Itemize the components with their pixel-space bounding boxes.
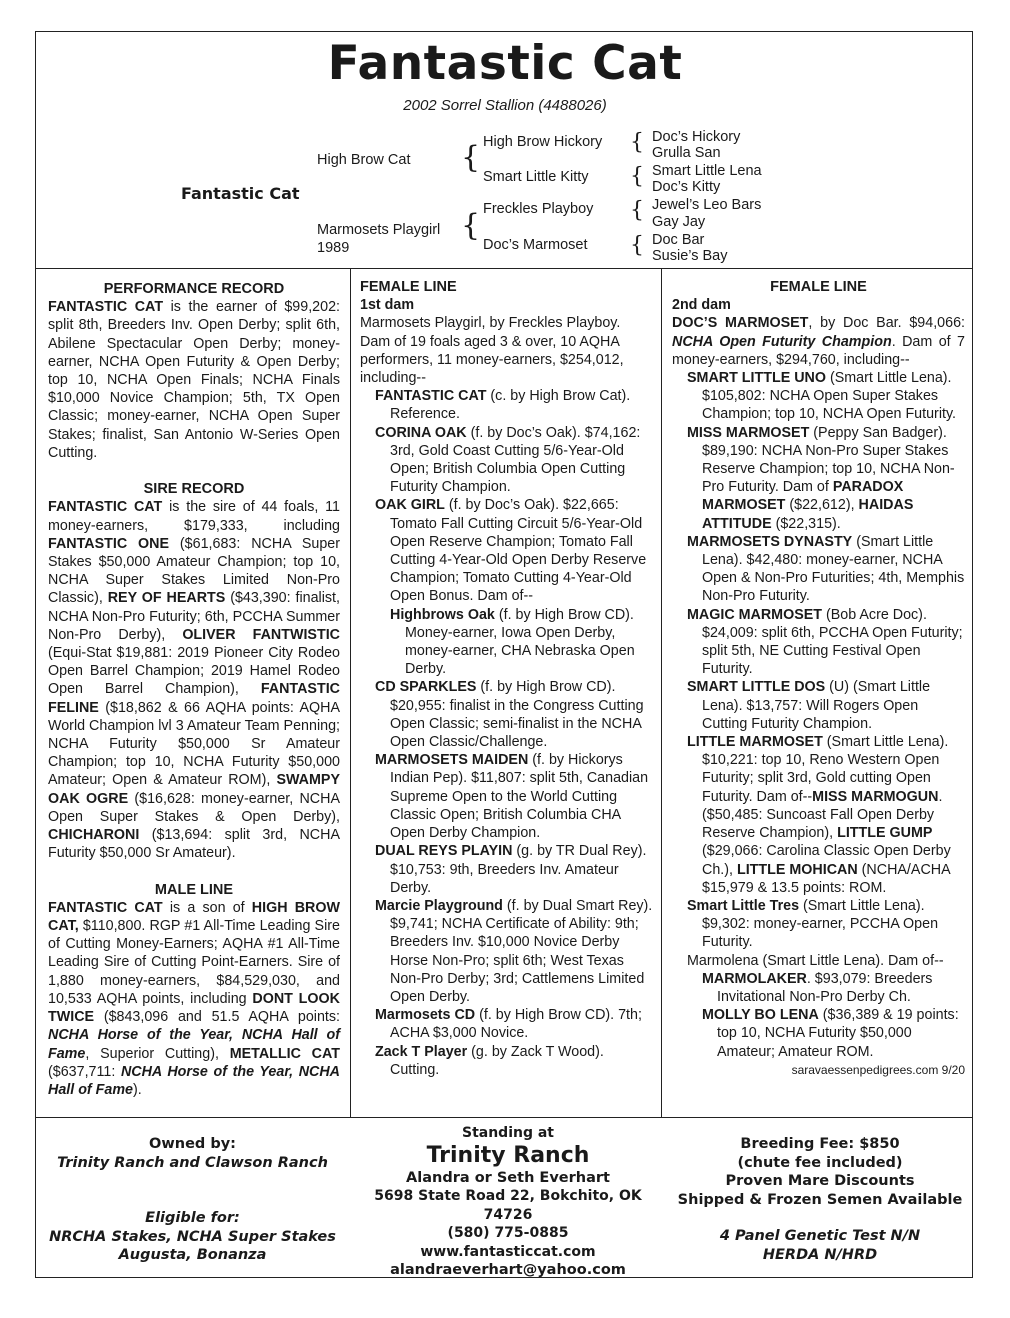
list-item: MARMOLAKER. $93,079: Breeders Invitational Non-Pro Derby Ch.	[702, 970, 933, 1005]
footer-standing	[350, 1124, 666, 1280]
list-item: LITTLE MARMOSET (Smart Little Lena). $10,221: top 10, Reno Western Open Futurity; split 3rd, Gold cutting Open Futurity. Dam of--MISS MARMOGUN. ($50,485: Suncoast Fall Open Derby Reserve Champion), LITTLE GUMP ($29,066: Carolina Classic Open Derby Ch.), LITTLE MOHICAN (NCHA/ACHA $15,979 & 13.5 points: ROM.	[687, 734, 951, 896]
pedigree-g6: Gay Jay	[652, 214, 706, 230]
brace-g1: {	[630, 130, 644, 155]
eligible-line-1: NRCHA Stakes, NCHA Super Stakes	[49, 1228, 336, 1245]
column-divider-1	[350, 268, 351, 1117]
credit-line: saravaessenpedigrees.com 9/20	[791, 1062, 965, 1077]
page-subtitle: 2002 Sorrel Stallion (4488026)	[403, 97, 607, 114]
list-item: Marmosets CD (f. by High Brow CD). 7th; ACHA $3,000 Novice.	[375, 1007, 642, 1042]
brace-g4: {	[630, 233, 644, 258]
chute-fee: (chute fee included)	[737, 1154, 903, 1171]
male-line-text: FANTASTIC CAT is a son of HIGH BROW CAT, $110,800. RGP #1 All-Time Leading Sire of Cutting Money-Earners; AQHA #1 All-Time Leading Sire of Cutting Point-Earners. Sire of 1,880 money-earners, $84,529,030, and 10,533 AQHA points, including DONT LOOK TWICE ($843,096 and 51.5 AQHA points: NCHA Horse of the Year, NCHA Hall of Fame, Superior Cutting), METALLIC CAT ($637,711: NCHA Horse of the Year, NCHA Hall of Fame).	[48, 899, 340, 1098]
email: alandraeverhart@yahoo.com	[390, 1262, 626, 1278]
eligible-line-2: Augusta, Bonanza	[118, 1247, 267, 1263]
website: www.fantasticcat.com	[420, 1243, 596, 1260]
brace-dam: {	[461, 208, 481, 243]
breeding-fee: Breeding Fee: $850	[740, 1136, 900, 1152]
list-item: MOLLY BO LENA ($36,389 & 19 points: top 10, NCHA Futurity $50,000 Amateur; Amateur ROM.	[702, 1007, 959, 1060]
footer-owners	[40, 1135, 345, 1265]
contacts: Alandra or Seth Everhart	[406, 1169, 610, 1186]
owned-label: Owned by:	[149, 1136, 236, 1152]
eligible-label: Eligible for:	[145, 1210, 240, 1226]
pedigree-sire-sire: High Brow Hickory	[483, 134, 603, 150]
second-dam-label: 2nd dam	[672, 297, 731, 314]
column-divider-2	[661, 268, 662, 1117]
pedigree-dam: Marmosets Playgirl	[317, 222, 441, 238]
column-female-line-1	[360, 278, 653, 1079]
pedigree-g4: Doc’s Kitty	[652, 179, 721, 195]
footer-fees	[670, 1135, 970, 1264]
list-item: SMART LITTLE DOS (U) (Smart Little Lena). $13,757: Will Rogers Open Cutting Futurity Champion.	[687, 679, 931, 732]
owners: Trinity Ranch and Clawson Ranch	[57, 1154, 328, 1171]
female-line-heading-1: FEMALE LINE	[360, 279, 457, 295]
pedigree-g2: Grulla San	[652, 145, 721, 161]
pedigree-g5: Jewel’s Leo Bars	[652, 197, 762, 213]
list-item: Highbrows Oak (f. by High Brow CD). Money-earner, Iowa Open Derby, money-earner, CHA Nebraska Open Derby.	[390, 606, 635, 678]
list-item: Zack T Player (g. by Zack T Wood). Cutting.	[375, 1043, 604, 1078]
brace-g2: {	[630, 164, 644, 189]
brace-sire: {	[461, 140, 481, 175]
list-item: MISS MARMOSET (Peppy San Badger). $89,190: NCHA Non-Pro Super Stakes Reserve Champion; top 10, NCHA Non-Pro Futurity. Dam of PARADOX MARMOSET ($22,612), HAIDAS ATTITUDE ($22,315).	[687, 424, 955, 532]
female-line-heading-2: FEMALE LINE	[770, 279, 867, 295]
male-line-heading: MALE LINE	[154, 881, 234, 898]
sire-record: FANTASTIC CAT is the sire of 44 foals, 11 money-earners, $179,333, including FANTASTIC ONE ($61,683: NCHA Super Stakes $50,000 Amateur Champion; top 10, NCHA Super Stakes Limited Non-Pro Classic), REY OF HEARTS ($43,390: finalist, NCHA Non-Pro Futurity; 6th, PCCHA Summer Non-Pro Derby), OLIVER FANTWISTIC (Equi-Stat $19,881: 2019 Pioneer City Rodeo Open Barrel Champion; 2019 Hamel Rodeo Open Barrel Champion), FANTASTIC FELINE ($18,862 & 66 AQHA points: AQHA World Champion lvl 3 Amateur Team Penning; NCHA Futurity $50,000 Sr Amateur Champion; top 10, NCHA Futurity $50,000 Amateur; Open & Amateur ROM), SWAMPY OAK OGRE ($16,628: money-earner, NCHA Open Super Stakes & Open Derby), CHICHARONI ($13,694: split 3rd, NCHA Futurity $50,000 Sr Amateur).	[48, 499, 341, 862]
ranch-name: Trinity Ranch	[426, 1142, 590, 1168]
list-item: Smart Little Tres (Smart Little Lena). $9,302: money-earner, PCCHA Open Futurity.	[687, 897, 939, 951]
first-dam-label: 1st dam	[360, 297, 415, 314]
list-item: MARMOSETS DYNASTY (Smart Little Lena). $42,480: money-earner, NCHA Open & Non-Pro Futurities; 4th, Memphis Non-Pro Futurity.	[687, 533, 965, 605]
list-item: Marmolena (Smart Little Lena). Dam of--	[687, 952, 944, 969]
pedigree-sire-dam: Smart Little Kitty	[483, 169, 589, 185]
second-dam-text: DOC’S MARMOSET, by Doc Bar. $94,066: NCHA Open Futurity Champion. Dam of 7 money-earners, $294,760, including--	[672, 315, 965, 368]
genetic-test: 4 Panel Genetic Test N/N	[719, 1228, 921, 1244]
performance-record: FANTASTIC CAT is the earner of $99,202: split 8th, Breeders Inv. Open Derby; split 6th, Abilene Spectacular Open Derby; money-earner, NCHA Open Futurity & Open Derby; top 10, NCHA Open Finals; NCHA Finals $10,000 Novice Champion; 5th, TX Open Classic; money-earner, NCHA Open Super Stakes; finalist, San Antonio W-Series Open Cutting.	[48, 299, 340, 461]
pedigree-dam-sire: Freckles Playboy	[483, 201, 594, 217]
standing-label: Standing at	[461, 1125, 554, 1141]
address: 5698 State Road 22, Bokchito, OK 74726	[374, 1188, 642, 1223]
pedigree-dam-year: 1989	[317, 240, 350, 256]
list-item: OAK GIRL (f. by Doc’s Oak). $22,665: Tomato Fall Cutting Circuit 5/6-Year-Old Open Reserve Champion; Tomato Fall Cutting 4-Year-Old Open Derby Reserve Champion; Tomato Cutting 4-Year-Old Open Bonus. Dam of--	[375, 497, 647, 605]
divider-bottom	[35, 1117, 973, 1118]
pedigree-g1: Doc’s Hickory	[652, 129, 741, 145]
herda-status: HERDA N/HRD	[762, 1246, 878, 1263]
list-item: MAGIC MARMOSET (Bob Acre Doc). $24,009: split 6th, PCCHA Open Futurity; split 5th, NE Cutting Festival Open Futurity.	[687, 606, 963, 678]
column-performance	[48, 280, 340, 1099]
list-item: CORINA OAK (f. by Doc’s Oak). $74,162: 3rd, Gold Coast Cutting 5/6-Year-Old Open; British Columbia Open Cutting Futurity Champion.	[375, 424, 641, 496]
list-item: CD SPARKLES (f. by High Brow CD). $20,955: finalist in the Congress Cutting Open Classic; semi-finalist in the NCHA Open Classic/Challenge.	[375, 679, 644, 751]
pedigree-g3: Smart Little Lena	[652, 163, 762, 179]
list-item: MARMOSETS MAIDEN (f. by Hickorys Indian Pep). $11,807: split 5th, Canadian Supreme Open to the World Cutting Classic Open; British Columbia CHA Open Derby Champion.	[375, 752, 649, 842]
mare-discounts: Proven Mare Discounts	[725, 1173, 915, 1189]
sire-heading: SIRE RECORD	[143, 481, 245, 498]
list-item: SMART LITTLE UNO (Smart Little Lena). $105,802: NCHA Open Super Stakes Champion; top 10, NCHA Open Futurity.	[687, 370, 957, 423]
page-title: Fantastic Cat	[327, 36, 683, 91]
first-dam-text: Marmosets Playgirl, by Freckles Playboy. Dam of 19 foals aged 3 & over, 10 AQHA performers, 11 money-earners, $254,012, including--	[360, 315, 624, 387]
pedigree-g7: Doc Bar	[652, 232, 705, 248]
pedigree-sire: High Brow Cat	[317, 152, 411, 168]
brace-g3: {	[630, 198, 644, 223]
semen-availability: Shipped & Frozen Semen Available	[677, 1191, 963, 1208]
divider-top	[35, 268, 973, 269]
pedigree-dam-dam: Doc’s Marmoset	[483, 237, 588, 253]
column-female-line-2	[672, 278, 965, 1079]
list-item: Marcie Playground (f. by Dual Smart Rey). $9,741; NCHA Certificate of Ability: 9th; Breeders Inv. $10,000 Novice Derby Horse Non-Pro; split 6th; West Texas Non-Pro Derby; 3rd; Cattlemens Limited Open Derby.	[375, 897, 653, 1005]
list-item: DUAL REYS PLAYIN (g. by TR Dual Rey). $10,753: 9th, Breeders Inv. Amateur Derby.	[375, 843, 647, 896]
list-item: FANTASTIC CAT (c. by High Brow Cat). Reference.	[375, 388, 631, 423]
pedigree-horse: Fantastic Cat	[181, 184, 300, 203]
phone: (580) 775-0885	[447, 1225, 569, 1241]
performance-heading: PERFORMANCE RECORD	[103, 281, 285, 297]
pedigree-g8: Susie’s Bay	[652, 248, 728, 264]
